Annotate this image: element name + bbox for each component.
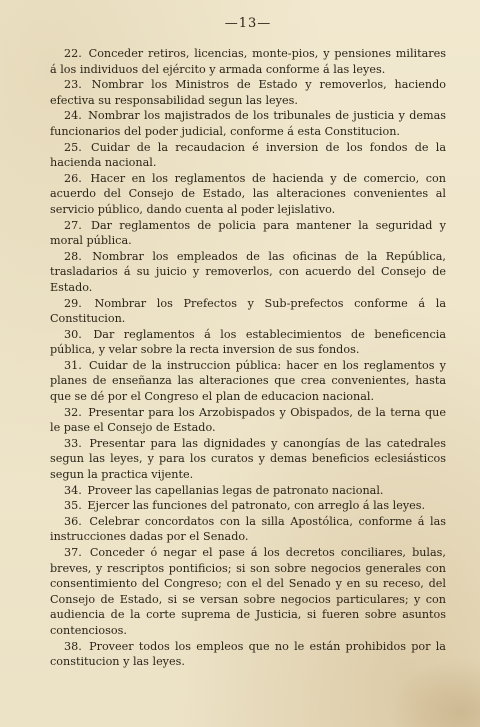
article-list bbox=[50, 46, 446, 670]
article-number: 38. bbox=[64, 639, 82, 653]
article-text: Presentar para las dignidades y canongías de las catedrales segun las leyes, y para los curatos y demas beneficios eclesiásticos segun la practica vijente. bbox=[50, 436, 446, 482]
article-number: 33. bbox=[64, 436, 82, 450]
article-37 bbox=[50, 545, 446, 639]
article-number: 25. bbox=[64, 140, 82, 154]
article-text: Dar reglamentos á los establecimientos de beneficencia pública, y velar sobre la recta inversion de sus fondos. bbox=[50, 327, 446, 357]
article-text: Conceder ó negar el pase á los decretos conciliares, bulas, breves, y rescriptos pontificios; si son sobre negocios generales con consentimiento del Congreso; con el del Senado y en su receso, del Consejo de Estado, si se versan sobre negocios particulares; y con audiencia de la corte suprema de Justicia, si fueren sobre asuntos contenciosos. bbox=[50, 546, 446, 637]
article-24 bbox=[50, 108, 446, 139]
article-text: Proveer las capellanias legas de patronato nacional. bbox=[87, 483, 384, 497]
article-36 bbox=[50, 514, 446, 545]
article-text: Hacer en los reglamentos de hacienda y de comercio, con acuerdo del Consejo de Estado, las alteraciones convenientes al servicio público, dando cuenta al poder lejislativo. bbox=[50, 171, 447, 216]
article-number: 36. bbox=[64, 514, 82, 528]
page-number: —13— bbox=[224, 16, 272, 31]
article-text: Presentar para los Arzobispados y Obispados, de la terna que le pase el Consejo de Estado. bbox=[50, 405, 446, 435]
article-31 bbox=[50, 358, 446, 405]
article-number: 29. bbox=[64, 296, 82, 310]
article-30 bbox=[50, 327, 446, 358]
article-text: Ejercer las funciones del patronato, con arreglo á las leyes. bbox=[87, 499, 426, 513]
article-text: Dar reglamentos de policia para mantener la seguridad y moral pública. bbox=[50, 218, 446, 248]
article-28 bbox=[50, 249, 446, 296]
article-text: Conceder retiros, licencias, monte-pios, y pensiones militares á los individuos del ejército y armada conforme á las leyes. bbox=[50, 47, 447, 76]
article-text: Cuidar de la instruccion pública: hacer en los reglamentos y planes de enseñanza las alteraciones que crea convenientes, hasta que se dé por el Congreso el plan de educacion nacional. bbox=[50, 358, 446, 404]
article-22 bbox=[50, 46, 446, 77]
article-29 bbox=[50, 296, 446, 327]
article-27 bbox=[50, 218, 446, 249]
article-38 bbox=[50, 639, 446, 670]
article-number: 22. bbox=[64, 47, 82, 60]
article-number: 31. bbox=[64, 358, 82, 372]
article-number: 34. bbox=[64, 483, 82, 497]
article-text: Celebrar concordatos con la silla Apostólica, conforme á las instrucciones dadas por el Senado. bbox=[50, 514, 446, 544]
article-number: 28. bbox=[64, 249, 82, 263]
article-text: Proveer todos los empleos que no le están prohibidos por la constitucion y las leyes. bbox=[50, 639, 446, 669]
article-33 bbox=[50, 436, 446, 483]
article-number: 30. bbox=[64, 327, 82, 341]
article-number: 23. bbox=[64, 78, 82, 92]
article-26 bbox=[50, 171, 446, 218]
article-number: 32. bbox=[64, 405, 82, 419]
paper-stain bbox=[390, 657, 480, 727]
article-number: 35. bbox=[64, 499, 82, 513]
article-text: Nombrar los majistrados de los tribunales de justicia y demas funcionarios del poder judicial, conforme á esta Constitucion. bbox=[50, 109, 446, 138]
article-text: Nombrar los empleados de las oficinas de la República, trasladarios á su juicio y removerlos, con acuerdo del Consejo de Estado. bbox=[50, 249, 446, 294]
article-text: Cuidar de la recaudacion é inversion de los fondos de la hacienda nacional. bbox=[50, 140, 446, 170]
article-23 bbox=[50, 77, 446, 108]
article-32 bbox=[50, 405, 446, 436]
article-number: 24. bbox=[64, 109, 82, 123]
article-text: Nombrar los Prefectos y Sub-prefectos conforme á la Constitucion. bbox=[50, 296, 446, 326]
article-number: 37. bbox=[64, 546, 82, 559]
article-number: 27. bbox=[64, 218, 82, 232]
article-text: Nombrar los Ministros de Estado y removerlos, haciendo efectiva su responsabilidad segun las leyes. bbox=[50, 78, 446, 107]
article-34 bbox=[50, 483, 446, 499]
article-35 bbox=[50, 498, 446, 514]
article-number: 26. bbox=[64, 171, 82, 185]
article-25 bbox=[50, 140, 446, 171]
